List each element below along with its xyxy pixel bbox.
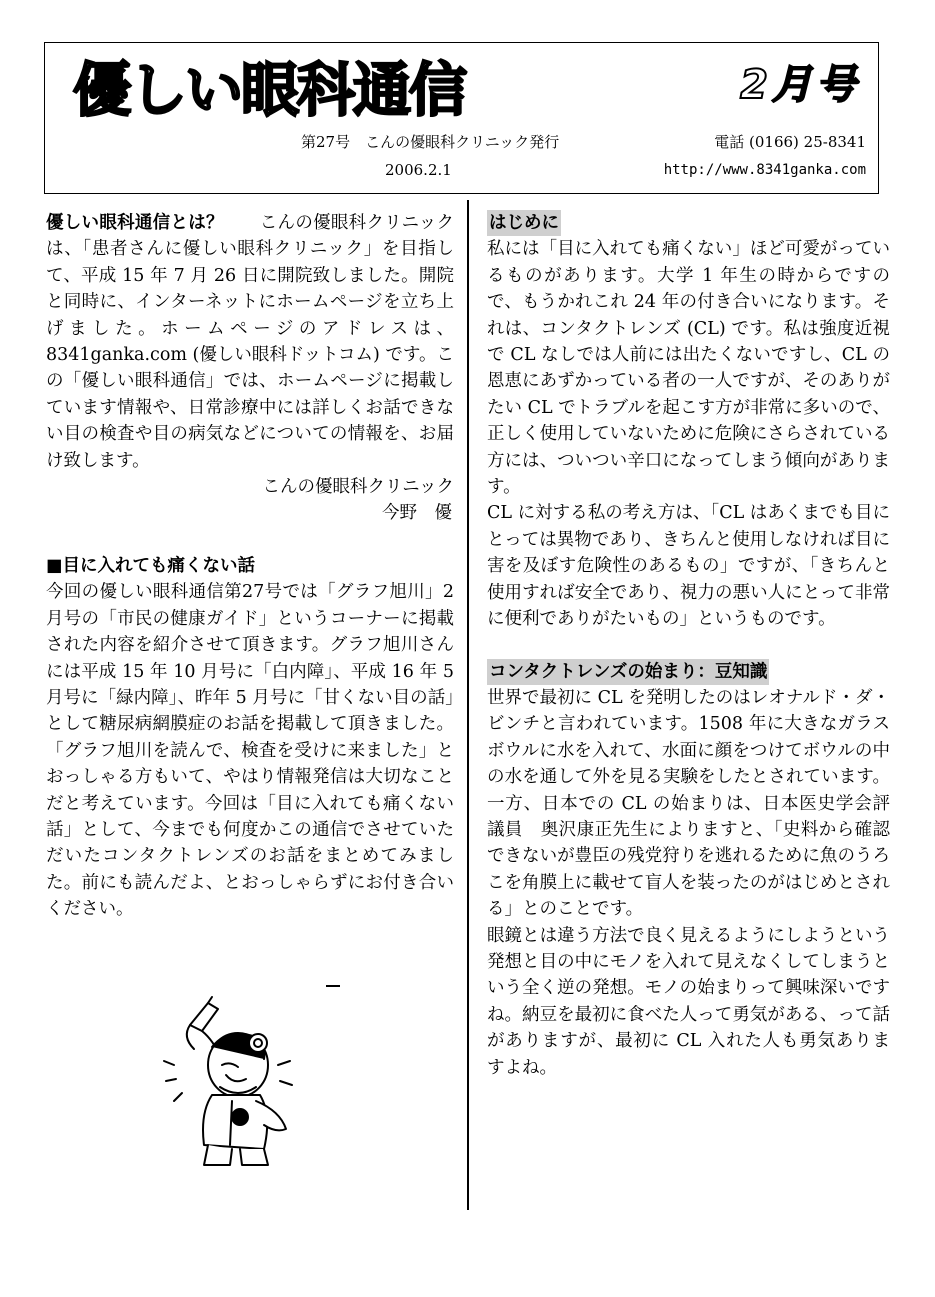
spacer (487, 633, 890, 659)
intro-body: こんの優眼科クリニックは、「患者さんに優しい眼科クリニック」を目指して、平成 15 年 7 月 26 日に開院致しました。開院と同時に、インターネットにホームページを立ち上げました。ホームページのアドレスは、8341ganka.com (優しい眼科ドットコム) です。この「優しい眼科通信」では、ホームページに掲載しています情報や、日常診療中には詳しくお話できない目の検査や目の病気などについての情報を、お届け致します。 (46, 213, 455, 471)
issue-month: 2月号 (740, 62, 860, 108)
spacer (46, 527, 454, 553)
section3-para1: 世界で最初に CL を発明したのはレオナルド・ダ・ビンチと言われています。1508 年に大きなガラスボウルに水を入れて、水面に顔をつけてボウルの中の水を通して外を見る実験をしたとされています。一方、日本での CL の始まりは、日本医史学会評議員 奥沢康正先生によりますと、「史料から確認できないが豊臣の残党狩りを逃れるために魚のうろこを角膜上に載せて盲人を装ったのがはじめとされる」とのことです。 (487, 687, 890, 920)
masthead (44, 42, 879, 194)
section2-para2: CL に対する私の考え方は、「CL はあくまでも目にとっては異物であり、きちんと使用しなければ目に害を及ぼす危険性のあるもの」ですが、「きちんと使用すれば安全であり、視力の悪い人にとって非常に便利でありがたいもの」というものです。 (487, 503, 890, 630)
section3-heading: コンタクトレンズの始まり：豆知識 (487, 659, 769, 685)
signature-name: 今野 優 (382, 503, 452, 524)
doctor-eyedrop-illustration (160, 995, 300, 1170)
section3-para2: 眼鏡とは違う方法で良く見えるようにしようという発想と目の中にモノを入れて見えなくしてしまうという全く逆の発想。モノの始まりって興味深いですね。納豆を最初に食べた人って勇気がある、って話がありますが、最初に CL 入れた人も勇気ありますよね。 (487, 925, 890, 1078)
section1-heading: ■目に入れても痛くない話 (46, 555, 256, 576)
section2-heading: はじめに (487, 210, 561, 236)
intro-heading: 優しい眼科通信とは？ (46, 213, 224, 233)
dash-mark (326, 985, 340, 987)
right-column (487, 210, 890, 1081)
column-divider (467, 200, 469, 1210)
intro-paragraph (46, 210, 454, 474)
section1-body: 今回の優しい眼科通信第27号では「グラフ旭川」2月号の「市民の健康ガイド」というコーナーに掲載された内容を紹介させて頂きます。グラフ旭川さんには平成 15 年 10 月号に「白内障」、平成 16 年 5 月号に「緑内障」、昨年 5 月号に「甘くない目の話」として糖尿病網膜症のお話を掲載して頂きました。「グラフ旭川を読んで、検査を受けに来ました」とおっしゃる方もいて、やはり情報発信は大切なことだと考えています。今回は「目に入れても痛くない話」として、今までも何度かこの通信でさせていただいたコンタクトレンズのお話をまとめてみました。前にも読んだよ、とおっしゃらずにお付き合いください。 (46, 582, 454, 920)
issue-line: 第27号 こんの優眼科クリニック発行 (301, 133, 560, 151)
phone-number: 電話 (0166) 25-8341 (714, 133, 866, 151)
section2-para1: 私には「目に入れても痛くない」ほど可愛がっているものがあります。大学 1 年生の時からですので、もうかれこれ 24 年の付き合いになります。それは、コンタクトレンズ (CL) です。私は強度近視で CL なしでは人前には出たくないですし、CL の恩恵にあずかっている者の一人ですが、そのありがたい CL でトラブルを起こす方が非常に多いので、正しく使用していないために危険にさらされている方には、ついつい辛口になってしまう傾向があります。 (487, 239, 890, 498)
website-url[interactable]: http://www.8341ganka.com (663, 162, 866, 178)
issue-date: 2006.2.1 (385, 161, 452, 179)
left-column (46, 210, 454, 923)
signature-clinic: こんの優眼科クリニック (262, 477, 454, 498)
newsletter-title: 優しい眼科通信 (73, 56, 466, 124)
